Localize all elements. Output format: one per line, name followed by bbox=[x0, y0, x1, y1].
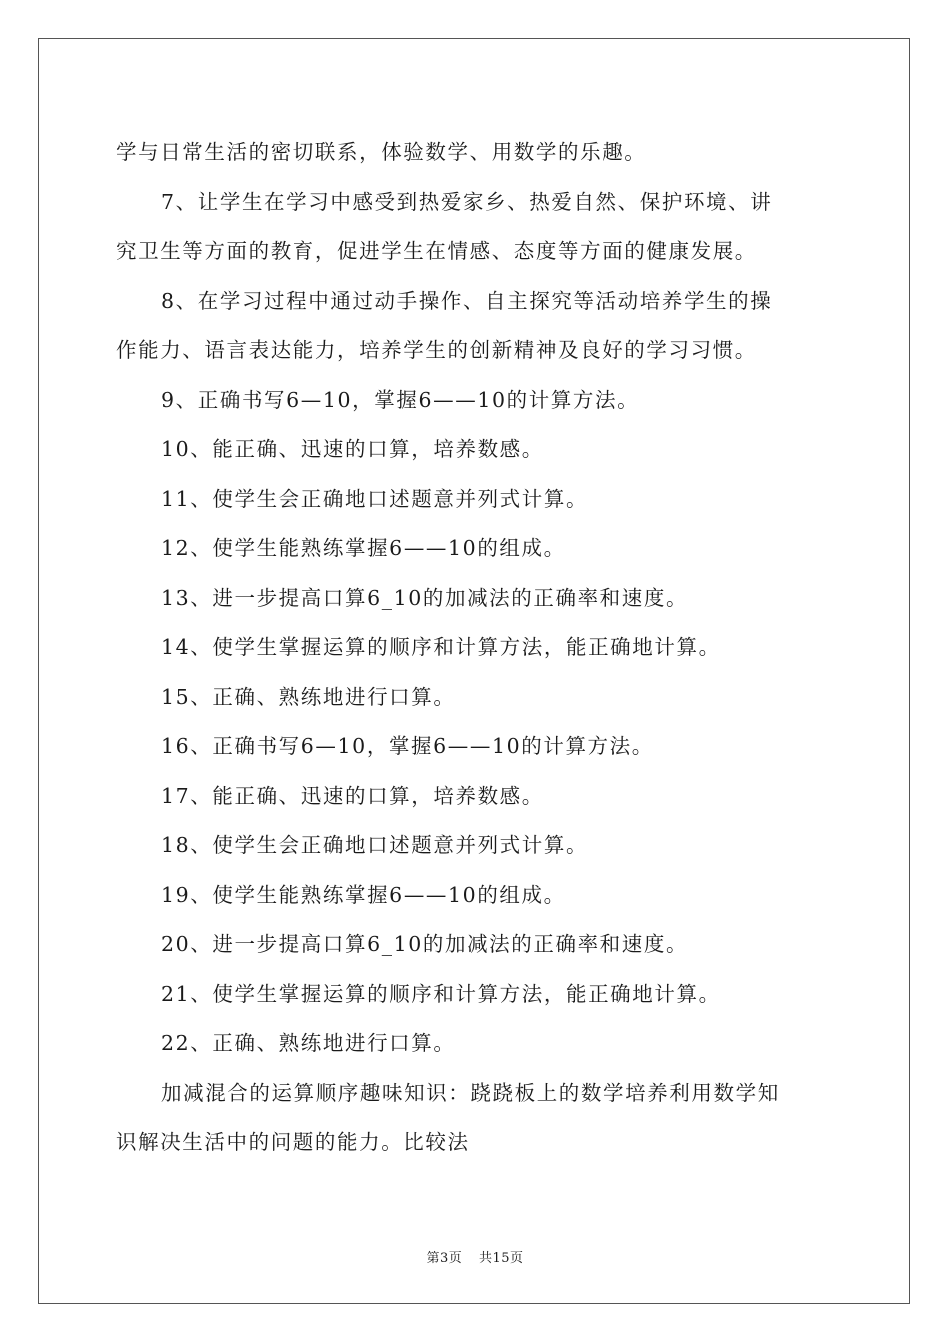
paragraph-line: 16、正确书写6—10，掌握6——10的计算方法。 bbox=[161, 734, 654, 758]
paragraph-line: 究卫生等方面的教育，促进学生在情感、态度等方面的健康发展。 bbox=[116, 239, 757, 263]
paragraph-line: 9、正确书写6—10，掌握6——10的计算方法。 bbox=[161, 387, 640, 412]
paragraph-line: 12、使学生能熟练掌握6——10的组成。 bbox=[161, 536, 566, 560]
document-body bbox=[116, 128, 836, 1168]
paragraph-line: 18、使学生会正确地口述题意并列式计算。 bbox=[161, 833, 589, 857]
paragraph-line: 14、使学生掌握运算的顺序和计算方法，能正确地计算。 bbox=[161, 635, 721, 659]
paragraph-line: 加减混合的运算顺序趣味知识：跷跷板上的数学培养利用数学知 bbox=[161, 1080, 780, 1105]
paragraph-line: 20、进一步提高口算6_10的加减法的正确率和速度。 bbox=[161, 932, 689, 956]
paragraph-line: 19、使学生能熟练掌握6——10的组成。 bbox=[161, 882, 566, 907]
paragraph-line: 17、能正确、迅速的口算，培养数感。 bbox=[161, 783, 544, 808]
paragraph-line: 7、让学生在学习中感受到热爱家乡、热爱自然、保护环境、讲 bbox=[161, 189, 773, 214]
paragraph-line: 15、正确、熟练地进行口算。 bbox=[161, 684, 456, 709]
paragraph-line: 8、在学习过程中通过动手操作、自主探究等活动培养学生的操 bbox=[161, 288, 773, 313]
page-total: 共15页 bbox=[478, 1251, 524, 1266]
page-footer bbox=[0, 1247, 950, 1266]
paragraph-line: 11、使学生会正确地口述题意并列式计算。 bbox=[161, 486, 589, 511]
paragraph-line: 13、进一步提高口算6_10的加减法的正确率和速度。 bbox=[161, 585, 689, 610]
page-number: 第3页 bbox=[426, 1251, 463, 1266]
paragraph-line: 10、能正确、迅速的口算，培养数感。 bbox=[161, 437, 544, 461]
paragraph-line: 21、使学生掌握运算的顺序和计算方法，能正确地计算。 bbox=[161, 981, 721, 1006]
paragraph-line: 学与日常生活的密切联系，体验数学、用数学的乐趣。 bbox=[116, 140, 647, 164]
paragraph-line: 识解决生活中的问题的能力。比较法 bbox=[116, 1130, 470, 1154]
paragraph-line: 作能力、语言表达能力，培养学生的创新精神及良好的学习习惯。 bbox=[116, 338, 757, 362]
paragraph-line: 22、正确、熟练地进行口算。 bbox=[161, 1031, 456, 1055]
